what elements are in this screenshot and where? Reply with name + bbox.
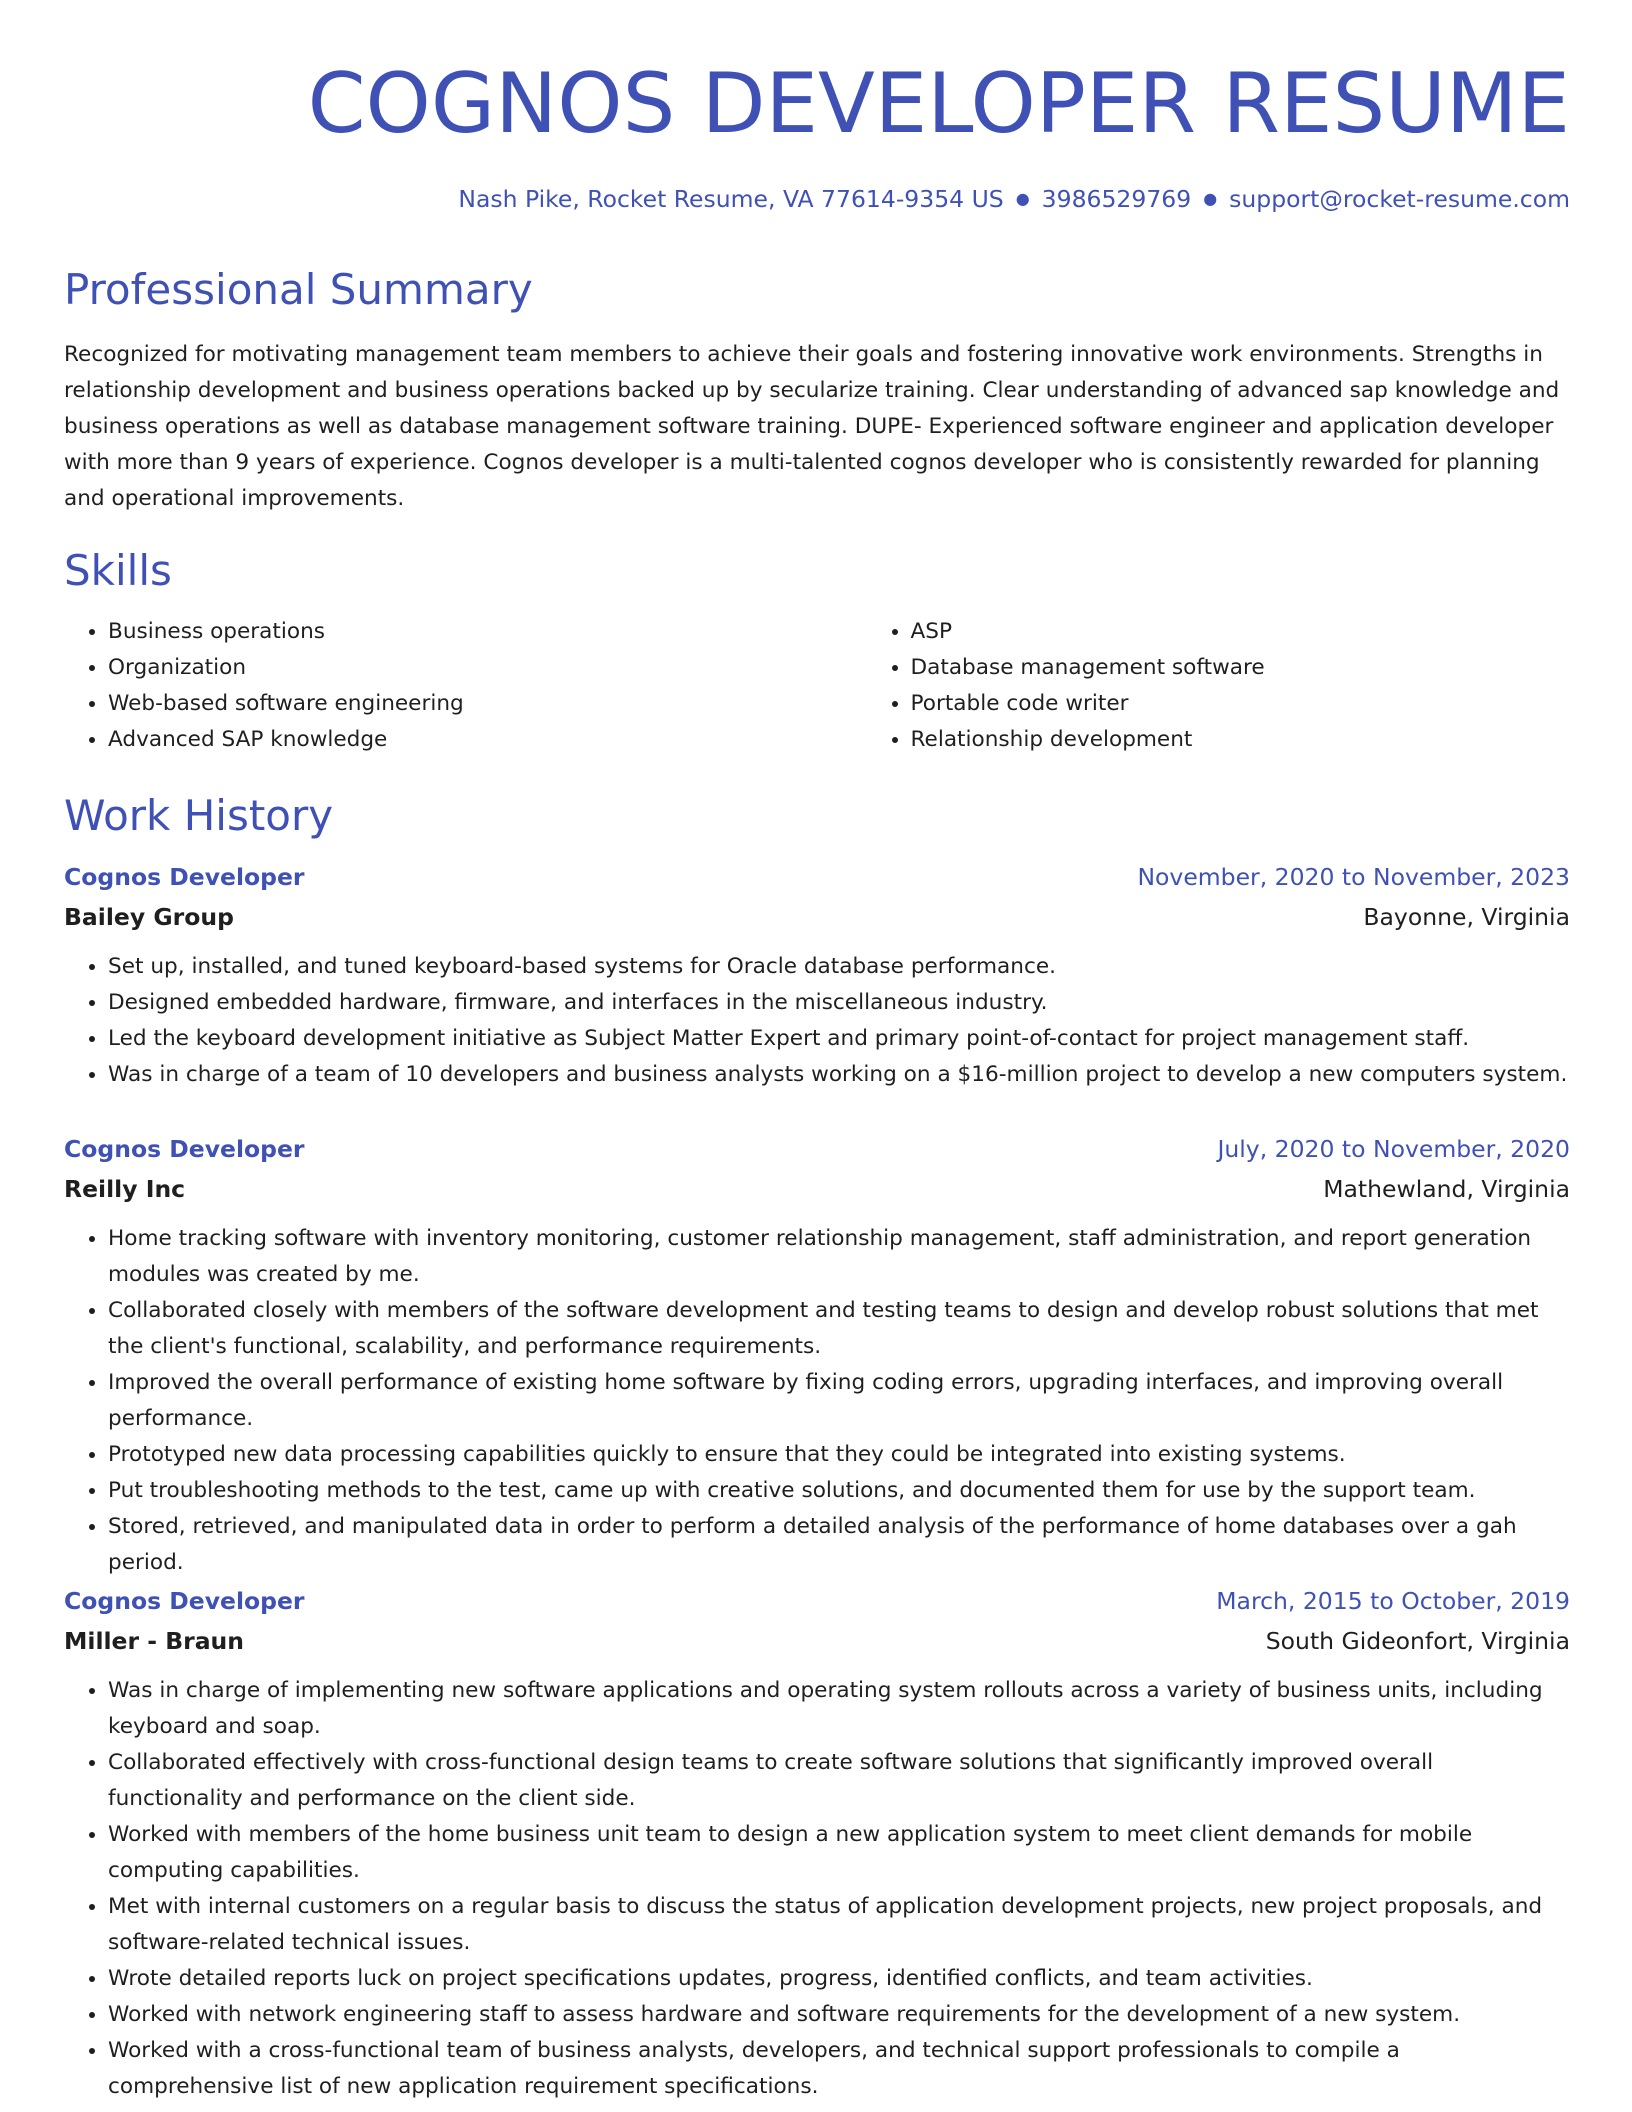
job-subheader [64,1169,1570,1209]
job-bullet: • Stored, retrieved, and manipulated data in order to perform a detailed analysis of the performance of home databases over a gah period. [108,1509,1570,1581]
job-entry [64,1581,1570,2105]
job-bullet: • Designed embedded hardware, firmware, and interfaces in the miscellaneous industry. [108,985,1570,1021]
contact-address: Nash Pike, Rocket Resume, VA 77614-9354 US [458,185,1004,213]
job-bullet: • Set up, installed, and tuned keyboard-based systems for Oracle database performance. [108,949,1570,985]
job-location: South Gideonfort, Virginia [1265,1627,1570,1655]
job-location: Bayonne, Virginia [1363,903,1570,931]
job-bullet: • Met with internal customers on a regular basis to discuss the status of application development projects, new project proposals, and software-related technical issues. [108,1889,1570,1961]
job-dates: March, 2015 to October, 2019 [1216,1587,1570,1615]
job-title: Cognos Developer [64,1135,305,1163]
separator-dot-icon: ● [1203,189,1218,208]
contact-phone: 3986529769 [1041,185,1192,213]
job-company: Reilly Inc [64,1175,186,1203]
job-bullet: • Wrote detailed reports luck on project specifications updates, progress, identified conflicts, and team activities. [108,1961,1570,1997]
job-bullet: • Collaborated effectively with cross-functional design teams to create software solutions that significantly improved overall functionality and performance on the client side. [108,1745,1570,1817]
job-bullets [64,949,1570,1093]
skill-item: • ASP [911,614,1571,650]
job-bullet: • Was in charge of implementing new software applications and operating system rollouts across a variety of business units, including keyboard and soap. [108,1673,1570,1745]
separator-dot-icon: ● [1015,189,1030,208]
job-bullet: • Worked with a cross-functional team of business analysts, developers, and technical support professionals to compile a comprehensive list of new application requirement specifications. [108,2033,1570,2105]
job-location: Mathewland, Virginia [1323,1175,1570,1203]
skills-column-right [867,614,1571,758]
skill-item: • Organization [108,650,768,686]
section-title-summary: Professional Summary [64,265,533,314]
job-bullet: • Put troubleshooting methods to the test, came up with creative solutions, and documented them for use by the support team. [108,1473,1570,1509]
job-subheader [64,897,1570,937]
skill-item: • Advanced SAP knowledge [108,722,768,758]
resume-title: COGNOS DEVELOPER RESUME [307,55,1570,152]
job-company: Bailey Group [64,903,234,931]
job-entry [64,1129,1570,1581]
skills-column-left [64,614,768,758]
job-company: Miller - Braun [64,1627,245,1655]
job-bullet: • Home tracking software with inventory monitoring, customer relationship management, staff administration, and report generation modules was created by me. [108,1221,1570,1293]
skill-item: • Database management software [911,650,1571,686]
job-entry [64,857,1570,1093]
contact-email: support@rocket-resume.com [1229,185,1570,213]
summary-text: Recognized for motivating management team members to achieve their goals and fostering innovative work environments. Strengths in relationship development and business operations backed up by secularize training. Clear understanding of advanced sap knowledge and business operations as well as database management software training. DUPE- Experienced software engineer and application developer with more than 9 years of experience. Cognos developer is a multi-talented cognos developer who is consistently rewarded for planning and operational improvements. [64,342,1560,511]
job-bullet: • Was in charge of a team of 10 developers and business analysts working on a $16-million project to develop a new computers system. [108,1057,1570,1093]
job-bullet: • Improved the overall performance of existing home software by fixing coding errors, upgrading interfaces, and improving overall performance. [108,1365,1570,1437]
section-title-work-history: Work History [64,791,334,840]
skill-item: • Business operations [108,614,768,650]
job-title: Cognos Developer [64,1587,305,1615]
job-bullet: • Worked with members of the home business unit team to design a new application system to meet client demands for mobile computing capabilities. [108,1817,1570,1889]
job-bullet: • Worked with network engineering staff to assess hardware and software requirements for the development of a new system. [108,1997,1570,2033]
contact-line [64,182,1570,216]
job-bullet: • Collaborated closely with members of the software development and testing teams to design and develop robust solutions that met the client's functional, scalability, and performance requirements. [108,1293,1570,1365]
job-dates: November, 2020 to November, 2023 [1137,863,1570,891]
job-bullet: • Prototyped new data processing capabilities quickly to ensure that they could be integrated into existing systems. [108,1437,1570,1473]
skill-item: • Relationship development [911,722,1571,758]
job-bullet: • Led the keyboard development initiative as Subject Matter Expert and primary point-of-contact for project management staff. [108,1021,1570,1057]
skill-item: • Web-based software engineering [108,686,768,722]
job-header [64,1581,1570,1621]
job-title: Cognos Developer [64,863,305,891]
skill-item: • Portable code writer [911,686,1571,722]
job-header [64,857,1570,897]
job-bullets [64,1673,1570,2105]
skills-list [64,614,1570,758]
job-header [64,1129,1570,1169]
section-title-skills: Skills [64,546,172,595]
resume-page [64,0,1570,2099]
job-bullets [64,1221,1570,1581]
job-dates: July, 2020 to November, 2020 [1217,1135,1570,1163]
job-subheader [64,1621,1570,1661]
